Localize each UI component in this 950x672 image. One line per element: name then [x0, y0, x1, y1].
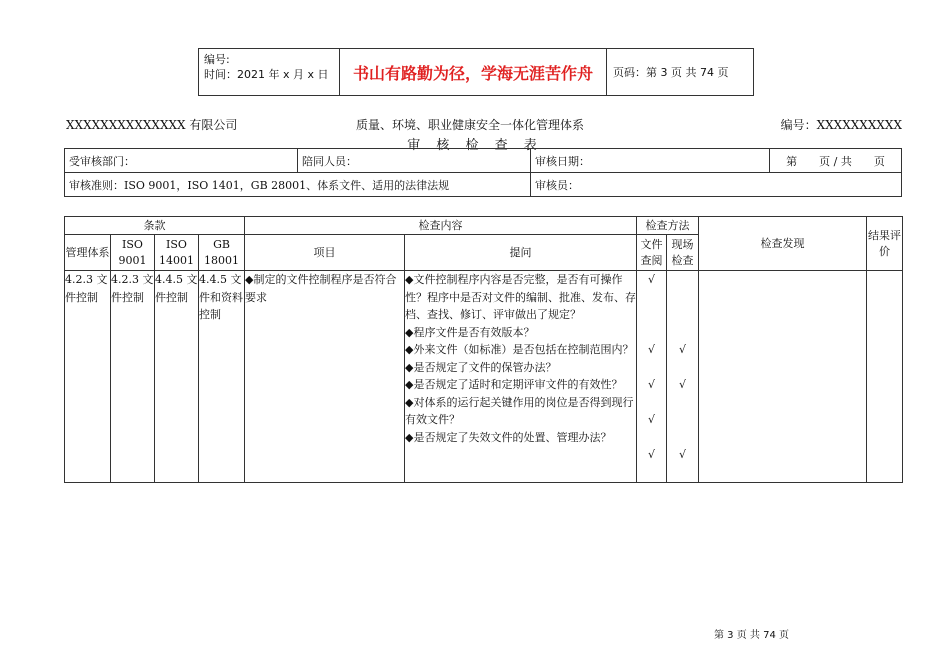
- document-heading: [66, 116, 902, 134]
- check-mark: [667, 271, 698, 289]
- col-iso14001: ISO 14001: [155, 235, 199, 271]
- date-field: 审核日期：: [531, 149, 770, 173]
- page-header: [198, 48, 754, 96]
- header-page-info: 页码：第 3 页 共 74 页: [613, 66, 729, 79]
- clause-header: 条款: [65, 217, 245, 235]
- method-header: 检查方法: [637, 217, 699, 235]
- check-mark: [667, 464, 698, 482]
- doc-review-marks: [637, 271, 667, 483]
- motto: 书山有路勤为径，学海无涯苦作舟: [340, 49, 607, 95]
- question-4: ◆是否规定了文件的保管办法？: [405, 360, 557, 374]
- auditor-field: 审核员：: [531, 173, 902, 197]
- check-mark: [637, 394, 666, 412]
- check-mark: √: [647, 343, 655, 356]
- question-3: ◆外来文件（如标准）是否包括在控制范围内？: [405, 343, 634, 356]
- result-cell: [867, 271, 903, 483]
- time-label: 时间：2021 年 x 月 x 日: [204, 68, 329, 81]
- question-list: [405, 271, 637, 483]
- clause-iso14001: 4.4.5 文件控制: [155, 271, 199, 483]
- check-item: ◆制定的文件控制程序是否符合要求: [245, 271, 405, 483]
- col-gb18001: GB 18001: [199, 235, 245, 271]
- check-mark: [667, 289, 698, 307]
- question-5: ◆是否规定了适时和定期评审文件的有效性？: [405, 378, 623, 391]
- check-mark: [637, 289, 666, 307]
- col-question: 提问: [405, 235, 637, 271]
- check-mark: √: [678, 343, 686, 356]
- form-title: 审 核 检 查 表: [407, 138, 543, 153]
- check-mark: [667, 306, 698, 324]
- check-mark: [667, 411, 698, 429]
- col-doc-review: 文件查阅: [637, 235, 667, 271]
- clause-iso9001: 4.2.3 文件控制: [111, 271, 155, 483]
- check-mark: [667, 359, 698, 377]
- escort-field: 陪同人员：: [298, 149, 531, 173]
- page-field: 第 页 / 共 页: [770, 149, 902, 173]
- finding-header: 检查发现: [699, 217, 867, 271]
- check-mark: √: [647, 378, 655, 391]
- check-mark: √: [647, 448, 655, 461]
- finding-cell: [699, 271, 867, 483]
- clause-gb18001: 4.4.5 文件和资料控制: [199, 271, 245, 483]
- check-mark: [637, 464, 666, 482]
- criteria-field: 审核准则：ISO 9001，ISO 1401，GB 28001、体系文件、适用的法律法规: [65, 173, 531, 197]
- system-title: 质量、环境、职业健康安全一体化管理体系: [356, 118, 585, 132]
- check-mark: [637, 306, 666, 324]
- check-mark: [667, 429, 698, 447]
- table-row: [65, 271, 903, 483]
- audit-info-table: [64, 148, 902, 197]
- check-mark: [637, 324, 666, 342]
- check-mark: √: [678, 378, 686, 391]
- check-mark: [667, 394, 698, 412]
- clause-mgmt: 4.2.3 文件控制: [65, 271, 111, 483]
- result-header: 结果评价: [867, 217, 903, 271]
- check-mark: [667, 324, 698, 342]
- number-label: 编号:: [204, 53, 230, 66]
- content-header: 检查内容: [245, 217, 637, 235]
- col-iso9001: ISO 9001: [111, 235, 155, 271]
- check-mark: √: [647, 413, 655, 426]
- check-mark: √: [678, 448, 686, 461]
- company-name: XXXXXXXXXXXXXX 有限公司: [66, 118, 238, 132]
- question-7: ◆是否规定了失效文件的处置、管理办法？: [405, 430, 612, 444]
- header-meta: [199, 49, 340, 95]
- col-item: 项目: [245, 235, 405, 271]
- question-1: ◆文件控制程序内容是否完整，是否有可操作性？程序中是否对文件的编制、批准、发布、存档、查找、修订、评审做出了规定？: [405, 273, 636, 321]
- site-check-marks: [667, 271, 699, 483]
- checklist-table: [64, 216, 903, 483]
- check-mark: [637, 429, 666, 447]
- question-6: ◆对体系的运行起关键作用的岗位是否得到现行有效文件？: [405, 395, 634, 426]
- question-2: ◆程序文件是否有效版本？: [405, 325, 535, 339]
- page-footer: 第 3 页 共 74 页: [714, 630, 789, 641]
- dept-field: 受审核部门：: [65, 149, 298, 173]
- check-mark: [637, 359, 666, 377]
- col-site-check: 现场检查: [667, 235, 699, 271]
- col-mgmt: 管理体系: [65, 235, 111, 271]
- check-mark: √: [647, 273, 655, 286]
- document-code: 编号：XXXXXXXXXX: [780, 118, 902, 132]
